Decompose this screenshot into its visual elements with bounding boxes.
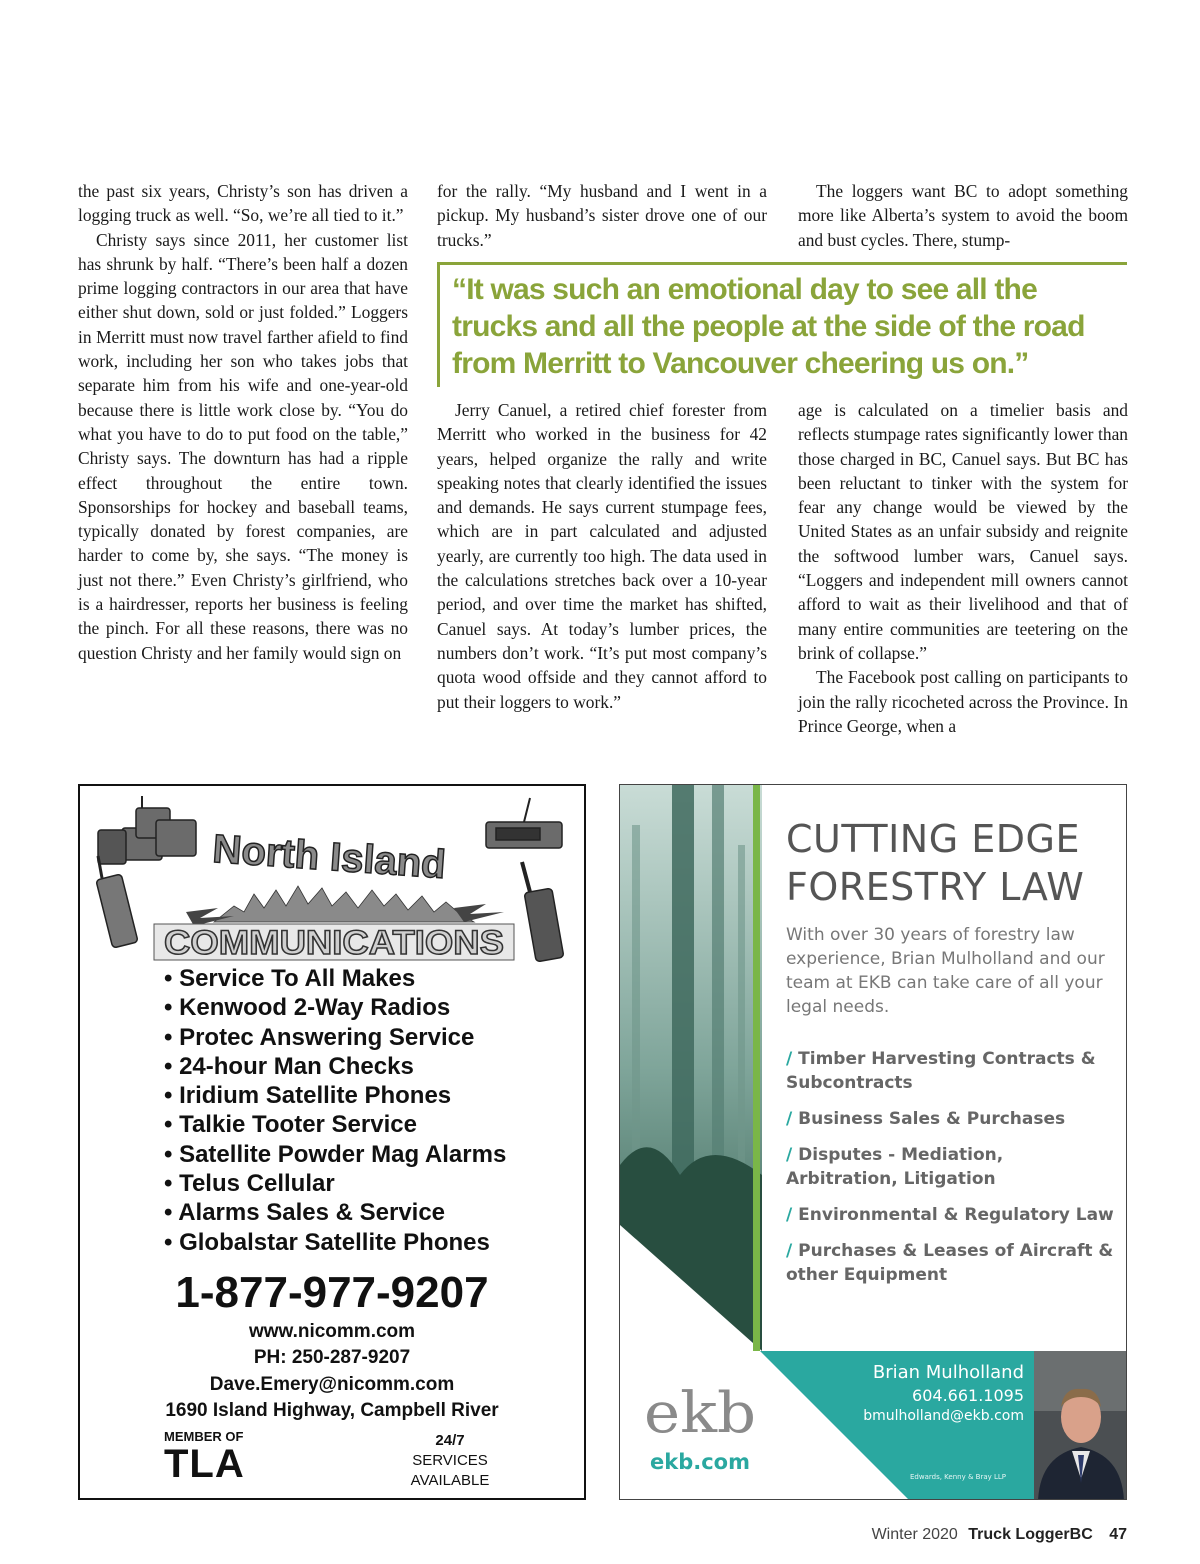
headline-line: CUTTING EDGE <box>786 817 1080 861</box>
member-of-label: MEMBER OF <box>164 1429 244 1444</box>
list-item <box>786 1143 1116 1191</box>
article-paragraph: for the rally. “My husband and I went in a pickup. My husband’s sister drove one of our trucks.” <box>437 181 767 250</box>
satellite-phone-icon <box>522 862 564 962</box>
article-column-2-bottom <box>437 398 767 714</box>
article-paragraph: Christy says since 2011, her customer list has shrunk by half. “There’s been half a dozen prime logging contractors in our area that have either shut down, sold or just folded.” Loggers in Merritt must now travel farther afield to find work, including her son who takes jobs that separate him from his wife and one-year-old because there is little work close by. “You do what you have to do to put food on the table,” Christy says. The downturn has had a ripple effect throughout the entire town. Sponsorships for hockey and baseball teams, typically donated by forest companies, are harder to come by, she says. “The money is just not there.” Even Christy’s girlfriend, who is a hairdresser, reports her business is feeling the pinch. For all these reasons, there was no question Christy and her family would sign on <box>78 229 408 663</box>
address: 1690 Island Highway, Campbell River <box>165 1400 499 1421</box>
practice-areas-list <box>786 1047 1116 1299</box>
article-paragraph: the past six years, Christy’s son has driven a logging truck as well. “So, we’re all tied to it.” <box>78 181 408 226</box>
list-item-label: Environmental & Regulatory Law <box>798 1205 1114 1225</box>
issue-label: Winter 2020 <box>871 1526 958 1543</box>
services-list <box>164 964 506 1257</box>
list-item <box>786 1047 1116 1095</box>
list-item: • Service To All Makes <box>164 964 506 993</box>
page-number: 47 <box>1109 1526 1127 1543</box>
toll-free-number: 1-877-977-9207 <box>175 1268 489 1317</box>
ad-intro: With over 30 years of forestry law experience, Brian Mulholland and our team at EKB can take care of all your legal needs. <box>786 925 1105 1017</box>
list-item: • Kenwood 2-Way Radios <box>164 993 506 1022</box>
north-island-ad <box>78 784 586 1500</box>
radio-equipment-icon <box>98 796 196 864</box>
slash-icon: / <box>786 1241 799 1261</box>
article-paragraph: age is calculated on a timelier basis and reflects stumpage rates significantly lower than those charged in BC, Canuel says. But BC has been reluctant to tinker with the system for fear any change would be viewed by the United States as an unfair subsidy and reignite the softwood lumber wars, Canuel says. “Loggers and independent mill owners cannot afford to wait as their livelihood and that of many entire communities are teetering on the brink of collapse.” <box>798 400 1128 663</box>
list-item: • Talkie Tooter Service <box>164 1110 506 1139</box>
accent-bar <box>753 785 760 1351</box>
list-item-label: Business Sales & Purchases <box>798 1109 1066 1129</box>
contact-block <box>830 1361 1024 1427</box>
portrait-photo <box>1034 1351 1127 1500</box>
north-island-logo <box>94 794 574 964</box>
handheld-radio-icon <box>96 856 138 948</box>
website-link[interactable]: ekb.com <box>650 1450 750 1474</box>
list-item: • Protec Answering Service <box>164 1023 506 1052</box>
list-item: • Telus Cellular <box>164 1169 506 1198</box>
contact-name: Brian Mulholland <box>872 1362 1024 1383</box>
magazine-title: Truck LoggerBC <box>968 1526 1093 1543</box>
slash-icon: / <box>786 1109 799 1129</box>
article-paragraph: The Facebook post calling on participants to join the rally ricocheted across the Province. In Prince George, when a <box>798 667 1128 736</box>
slash-icon: / <box>786 1205 799 1225</box>
email-link[interactable]: Dave.Emery@nicomm.com <box>209 1374 455 1395</box>
list-item <box>786 1107 1116 1131</box>
availability-line: SERVICES <box>412 1452 488 1469</box>
list-item-label: Disputes - Mediation, Arbitration, Litigation <box>786 1145 1004 1189</box>
contact-phone: 604.661.1095 <box>912 1386 1024 1405</box>
list-item <box>786 1203 1116 1227</box>
list-item-label: Timber Harvesting Contracts & Subcontracts <box>786 1049 1096 1093</box>
article-column-1 <box>78 179 408 665</box>
article-column-3-top <box>798 179 1128 252</box>
article-column-2-top <box>437 179 767 252</box>
forest-photo <box>620 785 762 1351</box>
article-paragraph: The loggers want BC to adopt something more like Alberta’s system to avoid the boom and bust cycles. There, stump- <box>798 181 1128 250</box>
forest-silhouette-icon <box>214 886 474 922</box>
availability-line: AVAILABLE <box>410 1472 490 1489</box>
firm-name: Edwards, Kenny & Bray LLP <box>910 1473 1007 1481</box>
list-item <box>786 1239 1116 1287</box>
phone-number: PH: 250-287-9207 <box>253 1347 411 1368</box>
contact-email[interactable]: bmulholland@ekb.com <box>863 1408 1024 1424</box>
mobile-radio-icon <box>486 798 562 848</box>
article-column-3-bottom <box>798 398 1128 738</box>
list-item: • Iridium Satellite Phones <box>164 1081 506 1110</box>
tla-logo: TLA <box>164 1442 245 1486</box>
pull-quote: “It was such an emotional day to see all the trucks and all the people at the side of the road from Merritt to Vancouver cheering us on.” <box>437 262 1127 387</box>
logo-subtitle-text: COMMUNICATIONS <box>164 924 504 962</box>
ekb-ad <box>619 784 1127 1500</box>
website-link[interactable]: www.nicomm.com <box>248 1321 416 1342</box>
list-item: • Alarms Sales & Service <box>164 1198 506 1227</box>
article-paragraph: Jerry Canuel, a retired chief forester from Merritt who worked in the business for 42 years, helped organize the rally and write speaking notes that clearly identified the issues and demands. He says current stumpage fees, which are in part calculated and adjusted yearly, are currently too high. The data used in the calculations stretches back over a 10-year period, and over time the market has shifted, Canuel says. At today’s lumber prices, the numbers don’t work. “It’s put most company’s quota wood offside and they cannot afford to put their loggers to work.” <box>437 400 767 712</box>
list-item-label: Purchases & Leases of Aircraft & other Equipment <box>786 1241 1114 1285</box>
availability-hours: 24/7 <box>435 1432 465 1449</box>
slash-icon: / <box>786 1145 799 1165</box>
headline-line: FORESTRY LAW <box>786 865 1085 909</box>
list-item: • 24-hour Man Checks <box>164 1052 506 1081</box>
ad-headline <box>786 815 1084 911</box>
page-footer <box>872 1526 1127 1544</box>
availability-badge <box>400 1431 500 1491</box>
logo-title-text: North Island <box>211 826 448 888</box>
slash-icon: / <box>786 1049 799 1069</box>
ekb-logo <box>640 1380 760 1446</box>
list-item: • Satellite Powder Mag Alarms <box>164 1140 506 1169</box>
list-item: • Globalstar Satellite Phones <box>164 1228 506 1257</box>
logo-text: ekb <box>644 1381 756 1446</box>
